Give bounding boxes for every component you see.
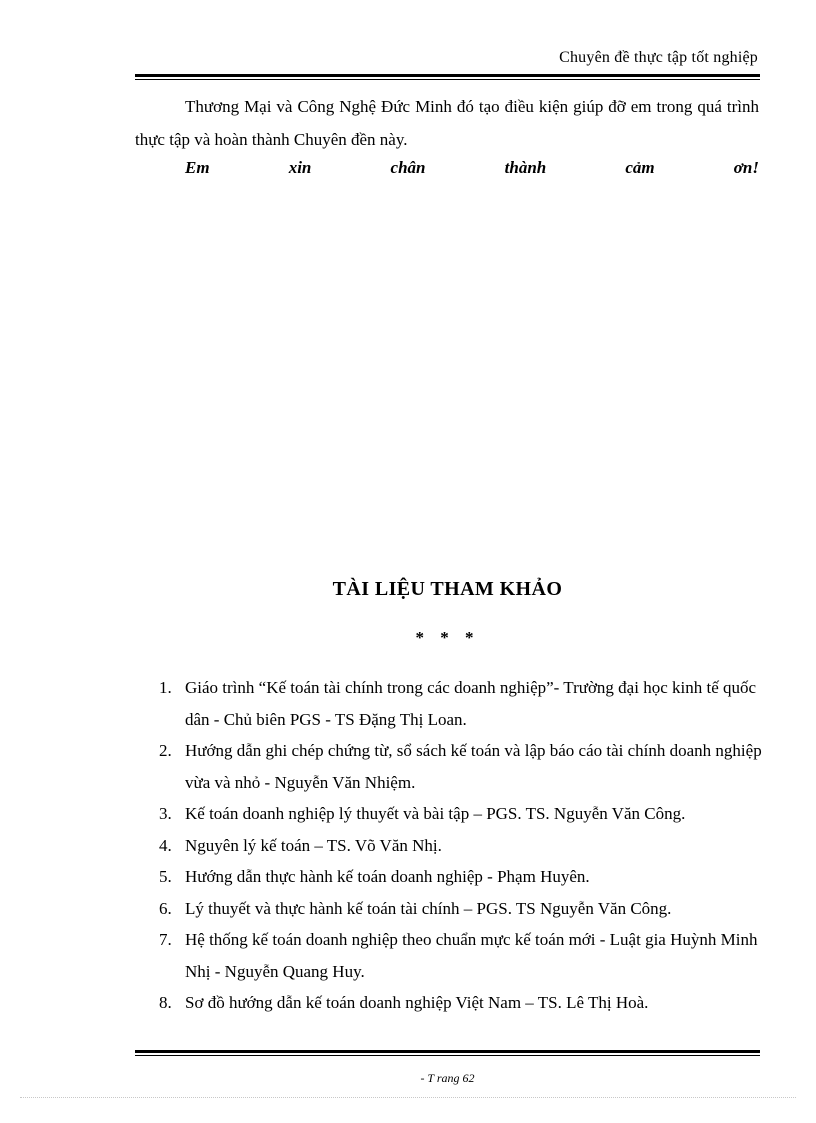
- header-rule-thin: [135, 79, 760, 80]
- reference-item: [159, 987, 769, 1019]
- thanks-word: Em: [185, 158, 210, 177]
- reference-number: 4.: [159, 835, 172, 855]
- thanks-line: [185, 158, 759, 178]
- reference-item: [159, 830, 769, 862]
- thanks-word: ơn!: [733, 158, 759, 177]
- reference-item: [159, 672, 769, 735]
- page-number: - T rang 62: [420, 1071, 475, 1085]
- reference-text: Lý thuyết và thực hành kế toán tài chính – PGS. TS Nguyễn Văn Công.: [185, 898, 672, 918]
- header-title: Chuyên đề thực tập tốt nghiệp: [559, 49, 758, 66]
- reference-item: [159, 861, 769, 893]
- reference-number: 8.: [159, 993, 172, 1012]
- reference-text: Sơ đồ hướng dẫn kế toán doanh nghiệp Việt Nam – TS. Lê Thị Hoà.: [185, 993, 649, 1012]
- thanks-word: thành: [504, 158, 547, 177]
- references-title: TÀI LIỆU THAM KHẢO: [332, 578, 563, 600]
- reference-item: [159, 798, 769, 830]
- footer-rule-thin: [135, 1055, 760, 1056]
- reference-number: 3.: [159, 804, 172, 823]
- reference-item: [159, 893, 769, 925]
- reference-number: 6.: [159, 898, 172, 918]
- header-rule-thick: [135, 74, 760, 77]
- thanks-word: cảm: [625, 158, 655, 177]
- intro-paragraph: Thương Mại và Công Nghệ Đức Minh đó tạo điều kiện giúp đỡ em trong quá trình thực tập và hoàn thành Chuyên đền này.: [135, 97, 759, 149]
- reference-item: [159, 735, 769, 798]
- reference-number: 1.: [159, 678, 172, 697]
- footer-rule-thick: [135, 1050, 760, 1053]
- reference-text: Hướng dẫn ghi chép chứng từ, sổ sách kế toán và lập báo cáo tài chính doanh nghiệp vừa và nhỏ - Nguyễn Văn Nhiệm.: [185, 741, 762, 792]
- reference-text: Giáo trình “Kế toán tài chính trong các doanh nghiệp”- Trường đại học kinh tế quốc dân - Chủ biên PGS - TS Đặng Thị Loan.: [185, 678, 757, 729]
- thanks-word: xin: [288, 158, 312, 177]
- reference-text: Hướng dẫn thực hành kế toán doanh nghiệp - Phạm Huyên.: [185, 867, 590, 886]
- references-separator: * * *: [415, 628, 480, 647]
- page-bottom-border: [20, 1097, 796, 1098]
- reference-number: 7.: [159, 930, 172, 949]
- reference-item: [159, 924, 769, 987]
- references-list: [159, 672, 769, 1019]
- reference-number: 5.: [159, 867, 172, 886]
- reference-text: Nguyên lý kế toán – TS. Võ Văn Nhị.: [185, 835, 442, 855]
- thanks-word: chân: [390, 158, 426, 177]
- reference-text: Hệ thống kế toán doanh nghiệp theo chuẩn mực kế toán mới - Luật gia Huỳnh Minh Nhị - Nguyễn Quang Huy.: [185, 930, 758, 981]
- reference-text: Kế toán doanh nghiệp lý thuyết và bài tập – PGS. TS. Nguyễn Văn Công.: [185, 804, 686, 823]
- reference-number: 2.: [159, 741, 172, 760]
